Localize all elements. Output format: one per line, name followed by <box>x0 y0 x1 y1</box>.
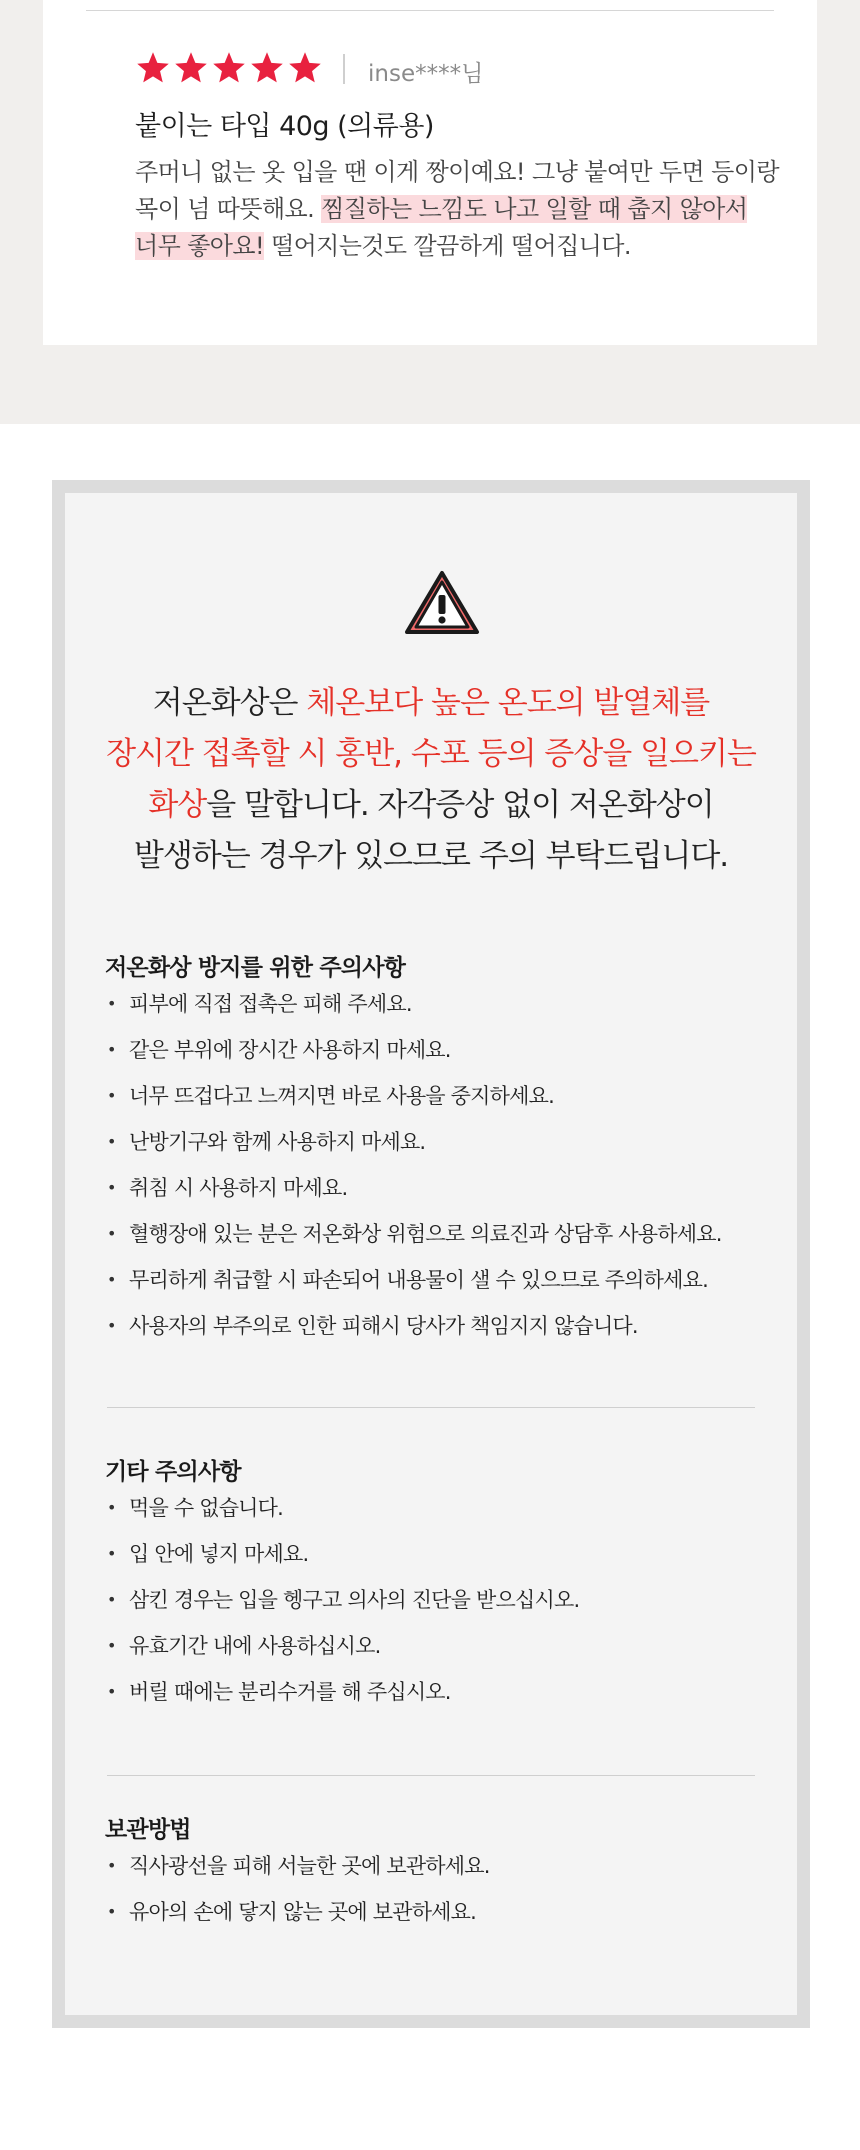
caution-box <box>52 480 810 2028</box>
review-text <box>135 154 795 265</box>
list-item: • 피부에 직접 접촉은 피해 주세요. <box>105 981 722 1027</box>
intro-highlight: 장시간 접촉할 시 홍반, 수포 등의 증상을 일으키는 <box>106 736 756 772</box>
section-title-other-cautions: 기타 주의사항 <box>105 1459 241 1485</box>
star-icon <box>287 50 323 86</box>
star-rating <box>135 50 325 90</box>
review-divider <box>86 10 774 11</box>
list-item: • 같은 부위에 장시간 사용하지 마세요. <box>105 1027 722 1073</box>
reviewer-name: inse****님 <box>368 61 484 87</box>
list-item: • 유아의 손에 닿지 않는 곳에 보관하세요. <box>105 1889 490 1935</box>
list-item: • 먹을 수 없습니다. <box>105 1485 579 1531</box>
product-option: 붙이는 타입 40g (의류용) <box>135 111 434 142</box>
list-item: • 직사광선을 피해 서늘한 곳에 보관하세요. <box>105 1843 490 1889</box>
list-item: • 혈행장애 있는 분은 저온화상 위험으로 의료진과 상담후 사용하세요. <box>105 1211 722 1257</box>
star-icon <box>211 50 247 86</box>
star-icon <box>173 50 209 86</box>
list-item: • 삼킨 경우는 입을 헹구고 의사의 진단을 받으십시오. <box>105 1577 579 1623</box>
list-item: • 무리하게 취급할 시 파손되어 내용물이 샐 수 있으므로 주의하세요. <box>105 1257 722 1303</box>
warning-triangle-icon <box>402 568 482 638</box>
star-icon <box>135 50 171 86</box>
review-text-line: 목이 넘 따뜻해요. <box>135 195 322 223</box>
section-divider <box>107 1775 755 1776</box>
list-item: • 사용자의 부주의로 인한 피해시 당사가 책임지지 않습니다. <box>105 1303 722 1349</box>
reviewer-separator <box>343 54 345 84</box>
intro-text: 을 말합니다. 자각증상 없이 저온화상이 <box>206 787 714 823</box>
burn-prevention-list <box>105 981 722 1349</box>
intro-text: 발생하는 경우가 있으므로 주의 부탁드립니다. <box>133 838 729 874</box>
low-temp-burn-intro <box>65 678 797 882</box>
review-highlight: 너무 좋아요! <box>135 232 264 260</box>
storage-list <box>105 1843 490 1935</box>
section-divider <box>107 1407 755 1408</box>
list-item: • 유효기간 내에 사용하십시오. <box>105 1623 579 1669</box>
review-text-line: 떨어지는것도 깔끔하게 떨어집니다. <box>263 232 631 260</box>
list-item: • 난방기구와 함께 사용하지 마세요. <box>105 1119 722 1165</box>
review-card <box>43 0 817 345</box>
caution-box-inner <box>65 493 797 2015</box>
other-cautions-list <box>105 1485 579 1715</box>
list-item: • 너무 뜨겁다고 느껴지면 바로 사용을 중지하세요. <box>105 1073 722 1119</box>
section-title-storage: 보관방법 <box>105 1817 191 1843</box>
intro-text: 저온화상은 <box>152 685 307 721</box>
intro-highlight: 체온보다 높은 온도의 발열체를 <box>306 685 710 721</box>
list-item: • 버릴 때에는 분리수거를 해 주십시오. <box>105 1669 579 1715</box>
intro-highlight: 화상 <box>148 787 207 823</box>
star-icon <box>249 50 285 86</box>
review-text-line: 주머니 없는 옷 입을 땐 이게 짱이예요! 그냥 붙여만 두면 등이랑 <box>135 158 779 186</box>
list-item: • 취침 시 사용하지 마세요. <box>105 1165 722 1211</box>
section-title-burn-prevention: 저온화상 방지를 위한 주의사항 <box>105 955 406 981</box>
review-highlight: 찜질하는 느낌도 나고 일할 때 춥지 않아서 <box>321 195 748 223</box>
list-item: • 입 안에 넣지 마세요. <box>105 1531 579 1577</box>
